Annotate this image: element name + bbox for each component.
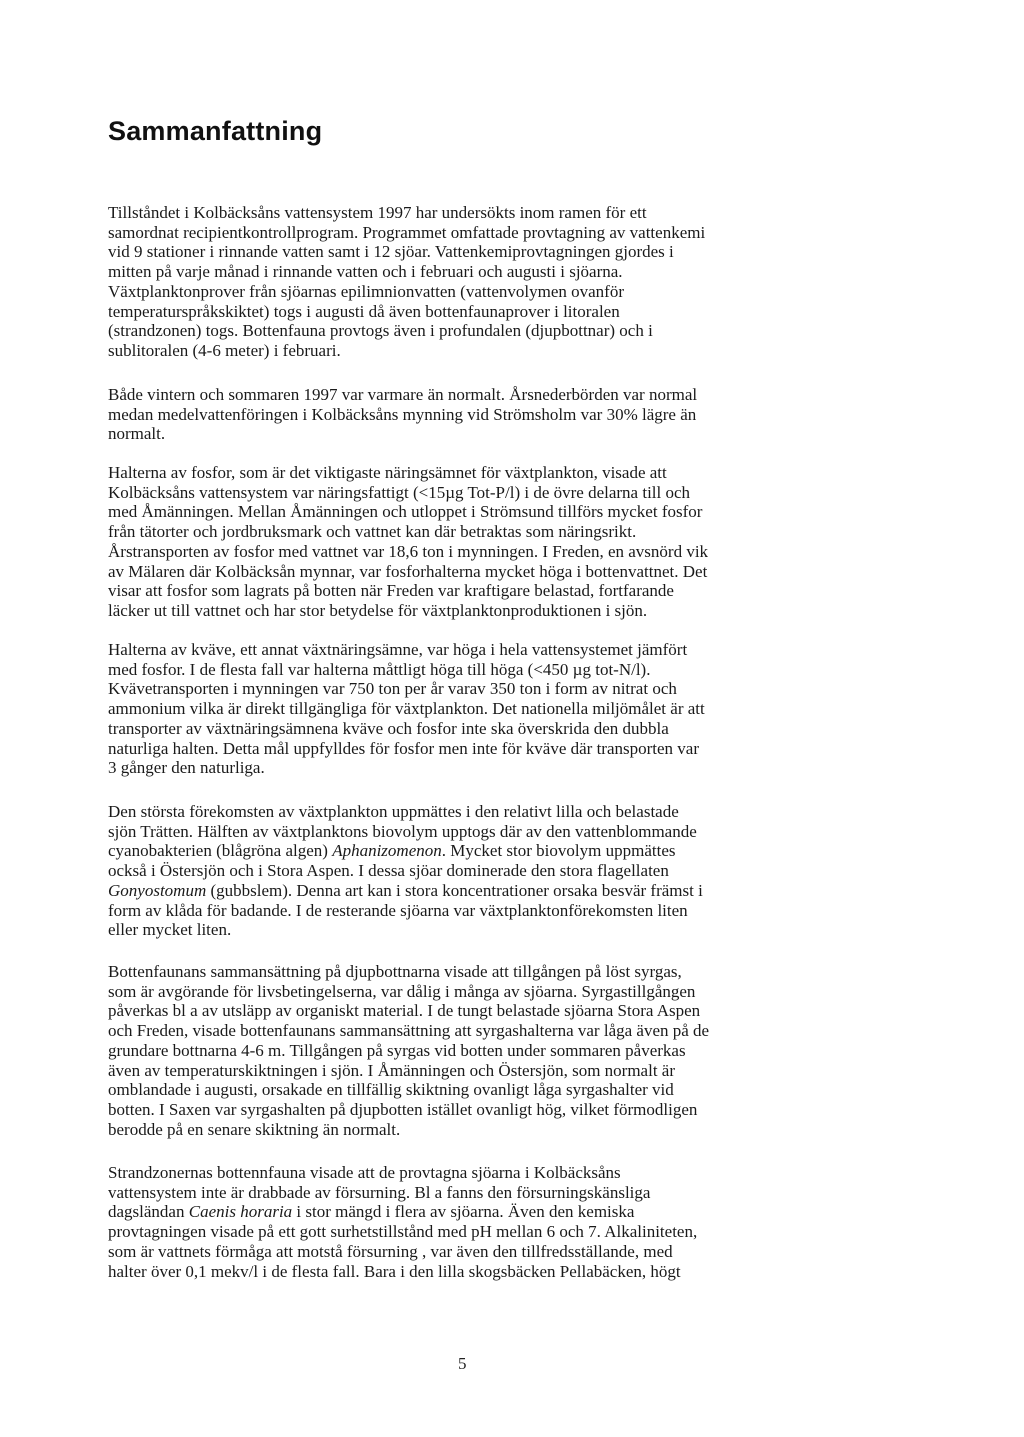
text-line: med fosfor. I de flesta fall var halterna måttligt höga till höga (<450 µg tot-N/l). [108,659,651,679]
text-line: samordnat recipientkontrollprogram. Programmet omfattade provtagning av vattenkemi [108,222,706,242]
paragraph-2 [108,385,828,444]
paragraph-5 [108,802,828,940]
text-line: naturliga halten. Detta mål uppfylldes för fosfor men inte för kväve där transporten var [108,738,700,758]
text-line: Den största förekomsten av växtplankton uppmättes i den relativt lilla och belastade [108,802,679,821]
species-name: Aphanizomenon [332,841,442,861]
text-line: även av temperaturskiktningen i sjön. I Åmänningen och Östersjön, som normalt är [108,1060,676,1080]
text-line: 3 gånger den naturliga. [108,758,265,778]
paragraph-4 [108,640,828,778]
text-line: Både vintern och sommaren 1997 var varmare än normalt. Årsnederbörden var normal [108,385,698,404]
text-line: Bottenfaunans sammansättning på djupbottnarna visade att tillgången på löst syrgas, [108,962,682,981]
text-line: normalt. [108,424,166,444]
text-line: vid 9 stationer i rinnande vatten samt i 12 sjöar. Vattenkemiprovtagningen gjordes i [108,242,674,262]
text-line: berodde på en senare skiktning än normalt. [108,1119,401,1139]
text-line: Växtplanktonprover från sjöarnas epilimnionvatten (vattenvolymen ovanför [108,281,624,301]
text-line: sjön Trätten. Hälften av växtplanktons biovolym upptogs där av den vattenblommande [108,821,697,841]
text-line: mitten på varje månad i rinnande vatten och i februari och augusti i sjöarna. [108,262,623,282]
text-line: vattensystem inte är drabbade av försurning. Bl a fanns den försurningskänsliga [108,1182,651,1202]
text-line: Strandzonernas bottennfauna visade att de provtagna sjöarna i Kolbäcksåns [108,1163,621,1182]
text-line: botten. I Saxen var syrgashalten på djupbotten istället ovanligt hög, vilket förmodligen [108,1099,698,1119]
text-line: grundare bottnarna 4-6 m. Tillgången på syrgas vid botten under sommaren påverkas [108,1040,686,1060]
text-line: som är avgörande för livsbetingelserna, var dålig i många av sjöarna. Syrgastillgången [108,981,696,1001]
text-line: som är vattnets förmåga att motstå försurning , var även den tillfredsställande, med [108,1241,673,1261]
page-title: Sammanfattning [108,116,323,146]
text-line: transporter av växtnäringsämnena kväve och fosfor inte ska överskrida den dubbla [108,718,669,738]
text-line: medan medelvattenföringen i Kolbäcksåns mynning vid Strömsholm var 30% lägre än [108,404,697,424]
text-line: halter över 0,1 mekv/l i de flesta fall. Bara i den lilla skogsbäcken Pellabäcken, högt [108,1261,681,1281]
text-line: också i Östersjön och i Stora Aspen. I dessa sjöar dominerade den stora flagellaten [108,861,669,881]
text-line: form av klåda för badande. I de resterande sjöarna var växtplanktonförekomsten liten [108,900,688,920]
text-line [108,1202,828,1222]
text-line: sublitoralen (4-6 meter) i februari. [108,340,341,360]
text-segment: . Mycket stor biovolym uppmättes [441,841,676,861]
text-line: temperaturspråkskiktet) togs i augusti då även bottenfaunaprover i litoralen [108,301,620,321]
text-line: Tillståndet i Kolbäcksåns vattensystem 1997 har undersökts inom ramen för ett [108,203,647,222]
text-segment: i stor mängd i flera av sjöarna. Även den kemiska [292,1202,635,1222]
text-line: Kolbäcksåns vattensystem var näringsfattigt (<15µg Tot-P/l) i de övre delarna till och [108,482,691,502]
species-name: Gonyostomum [108,880,207,900]
paragraph-1 [108,203,828,361]
text-line: med Åmänningen. Mellan Åmänningen och utloppet i Strömsund tillförs mycket fosfor [108,502,703,522]
text-line: av Mälaren där Kolbäcksån mynnar, var fosforhalterna mycket höga i bottenvattnet. Det [108,561,708,581]
text-line: från tätorter och jordbruksmark och vattnet kan där betraktas som näringsrikt. [108,522,637,542]
text-line: och Freden, visade bottenfaunans sammansättning att syrgashalterna var låga även på de [108,1021,710,1041]
text-line: Halterna av fosfor, som är det viktigaste näringsämnet för växtplankton, visade att [108,463,667,482]
text-segment: dagsländan [108,1202,189,1222]
text-line: ammonium vilka är direkt tillgängliga för växtplankton. Det nationella miljömålet är att [108,699,705,719]
text-line [108,881,828,901]
text-line: Kvävetransporten i mynningen var 750 ton per år varav 350 ton i form av nitrat och [108,679,677,699]
page-number: 5 [458,1354,467,1373]
species-name: Caenis horaria [188,1202,293,1222]
text-line: provtagningen visade på ett gott surhetstillstånd med pH mellan 6 och 7. Alkaliniteten, [108,1222,698,1242]
text-line: läcker ut till vattnet och har stor betydelse för växtplanktonproduktionen i sjön. [108,600,648,620]
text-segment: cyanobakterien (blågröna algen) [108,841,333,861]
text-line: eller mycket liten. [108,920,232,940]
paragraph-3 [108,463,828,621]
text-line: Årstransporten av fosfor med vattnet var 18,6 ton i mynningen. I Freden, en avsnörd vik [108,541,709,561]
paragraph-7 [108,1163,828,1281]
text-line: (strandzonen) togs. Bottenfauna provtogs även i profundalen (djupbottnar) och i [108,321,653,341]
text-line [108,841,828,861]
text-line: omblandade i augusti, orsakade en tillfällig skiktning ovanligt låga syrgashalter vid [108,1080,674,1100]
text-segment: (gubbslem). Denna art kan i stora koncentrationer orsaka besvär främst i [206,880,703,900]
paragraph-6 [108,962,828,1139]
text-line: påverkas bl a av utsläpp av organiskt material. I de tungt belastade sjöarna Stora Aspen [108,1001,701,1021]
text-line: visar att fosfor som lagrats på botten när Freden var kraftigare belastad, fortfarande [108,581,674,601]
text-line: Halterna av kväve, ett annat växtnäringsämne, var höga i hela vattensystemet jämfört [108,640,688,659]
